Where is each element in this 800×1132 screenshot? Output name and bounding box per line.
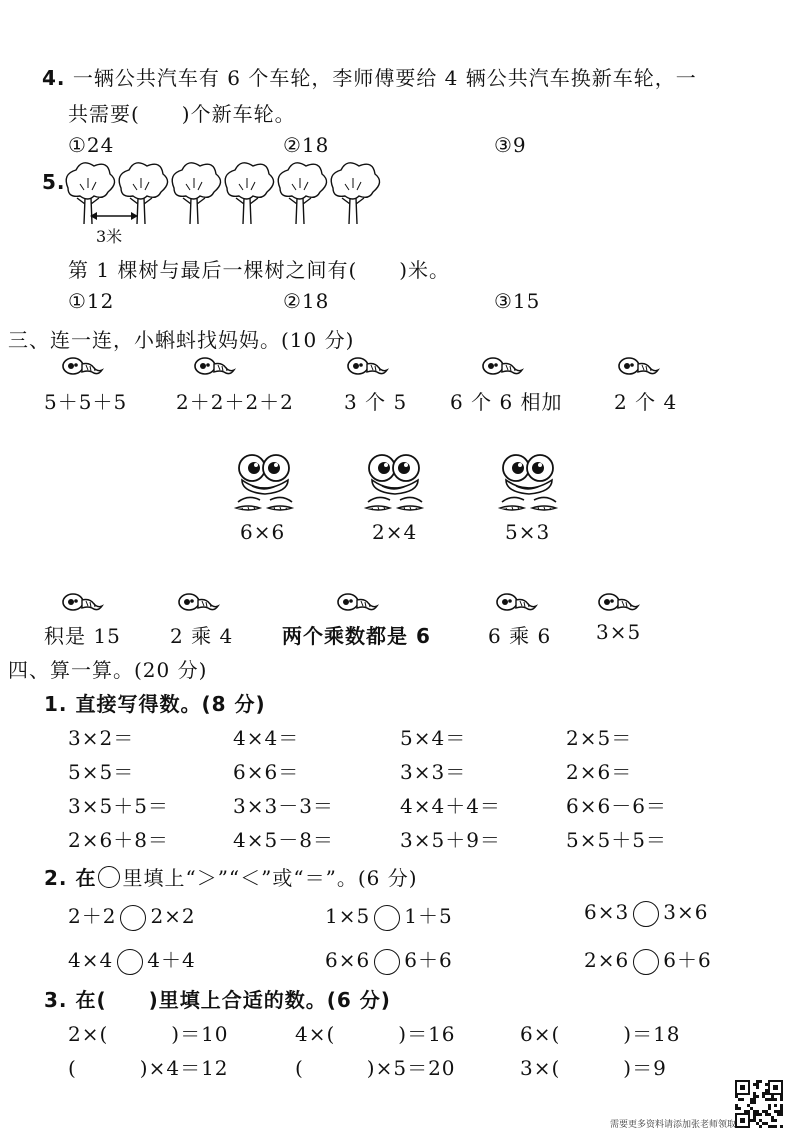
tadpole-icon-top-4 (480, 352, 524, 382)
calc-item-r1c4: 2×5＝ (566, 726, 633, 750)
frog-icon-1 (232, 452, 298, 514)
tadpole-icon-bottom-5 (596, 588, 640, 618)
calc-item-r4c4: 5×5＋5＝ (566, 828, 667, 852)
calc-item-r3c1: 3×5＋5＝ (68, 794, 169, 818)
answer-circle[interactable] (374, 949, 400, 975)
calc-item-r2c1: 5×5＝ (68, 760, 135, 784)
calc-item-r2c2: 6×6＝ (233, 760, 300, 784)
answer-circle[interactable] (633, 949, 659, 975)
answer-circle[interactable] (374, 905, 400, 931)
compare-right: 6＋6 (404, 948, 453, 972)
part-1-title (44, 688, 266, 717)
compare-left: 2×6 (584, 948, 630, 972)
q4-option-2: ②18 (283, 133, 330, 157)
compare-right: 2×2 (150, 904, 196, 928)
calc-item-r1c2: 4×4＝ (233, 726, 300, 750)
compare-item-r2c1 (68, 944, 196, 975)
qr-code-icon (735, 1080, 783, 1128)
tadpole-icon-bottom-4 (494, 588, 538, 618)
compare-left: 6×3 (584, 900, 630, 924)
tadpole-icon-top-5 (616, 352, 660, 382)
q4-stem-line2: 共需要( )个新车轮。 (68, 102, 296, 126)
calc-item-r2c3: 3×3＝ (400, 760, 467, 784)
tree-icon (331, 163, 379, 224)
tadpole-icon-top-1 (60, 352, 104, 382)
frog-label-2: 2×4 (372, 520, 418, 544)
q4-stem-line1: 一辆公共汽车有 6 个车轮，李师傅要给 4 辆公共汽车换新车轮，一 (72, 66, 697, 90)
compare-right: 1＋5 (404, 904, 453, 928)
calc-item-r3c3: 4×4＋4＝ (400, 794, 501, 818)
part-2-title-a: 2. 在 (44, 866, 97, 890)
fill-blank-r1c2: 4×( )＝16 (295, 1022, 456, 1046)
bottom-label-1: 积是 15 (44, 624, 121, 648)
bottom-label-3: 两个乘数都是 6 (282, 624, 431, 648)
tree-icon (172, 163, 220, 224)
part-3-title-text: 3. 在( )里填上合适的数。(6 分) (44, 988, 391, 1012)
q5-question: 第 1 棵树与最后一棵树之间有( )米。 (68, 258, 451, 282)
top-label-5: 2 个 4 (614, 390, 678, 414)
tadpole-icon-bottom-1 (60, 588, 104, 618)
compare-right: 6＋6 (663, 948, 712, 972)
compare-item-r2c3 (584, 944, 712, 975)
q5-option-3: ③15 (494, 289, 541, 313)
tadpole-icon-bottom-2 (176, 588, 220, 618)
frog-label-1: 6×6 (240, 520, 286, 544)
fill-blank-r2c1: ( )×4＝12 (68, 1056, 229, 1080)
tree-icon (278, 163, 326, 224)
calc-item-r3c4: 6×6－6＝ (566, 794, 667, 818)
frog-icon-3 (496, 452, 562, 514)
q5-option-2: ②18 (283, 289, 330, 313)
compare-item-r1c2 (325, 900, 453, 931)
fill-blank-r2c2: ( )×5＝20 (295, 1056, 456, 1080)
distance-label: 3米 (96, 227, 123, 246)
compare-right: 3×6 (663, 900, 709, 924)
tadpole-icon-top-2 (192, 352, 236, 382)
q4-number: 4. (42, 66, 66, 90)
section-3-title: 三、连一连，小蝌蚪找妈妈。(10 分) (8, 328, 355, 352)
compare-left: 2＋2 (68, 904, 117, 928)
tadpole-icon-bottom-3 (335, 588, 379, 618)
top-label-2: 2＋2＋2＋2 (176, 390, 294, 414)
q5-option-1: ①12 (68, 289, 115, 313)
calc-item-r3c2: 3×3－3＝ (233, 794, 334, 818)
distance-arrow-icon (90, 210, 140, 222)
top-label-3: 3 个 5 (344, 390, 408, 414)
compare-circle-icon (98, 866, 120, 888)
bottom-label-5: 3×5 (596, 620, 642, 644)
answer-circle[interactable] (120, 905, 146, 931)
bottom-label-2: 2 乘 4 (170, 624, 234, 648)
top-label-1: 5＋5＋5 (44, 390, 128, 414)
calc-item-r1c1: 3×2＝ (68, 726, 135, 750)
section-4-title: 四、算一算。(20 分) (8, 658, 208, 682)
calc-item-r1c3: 5×4＝ (400, 726, 467, 750)
calc-item-r4c1: 2×6＋8＝ (68, 828, 169, 852)
compare-right: 4＋4 (147, 948, 196, 972)
q5-number: 5. (42, 170, 66, 194)
bottom-label-4: 6 乘 6 (488, 624, 552, 648)
compare-item-r1c1 (68, 900, 196, 931)
compare-item-r1c3 (584, 900, 708, 927)
tree-icon (225, 163, 273, 224)
q4-option-1: ①24 (68, 133, 115, 157)
answer-circle[interactable] (117, 949, 143, 975)
calc-item-r2c4: 2×6＝ (566, 760, 633, 784)
compare-left: 6×6 (325, 948, 371, 972)
compare-left: 4×4 (68, 948, 114, 972)
tadpole-icon-top-3 (345, 352, 389, 382)
fill-blank-r1c3: 6×( )＝18 (520, 1022, 681, 1046)
frog-label-3: 5×3 (505, 520, 551, 544)
q4-option-3: ③9 (494, 133, 527, 157)
frog-icon-2 (362, 452, 428, 514)
part-2-title (44, 862, 418, 891)
calc-item-r4c2: 4×5－8＝ (233, 828, 334, 852)
compare-left: 1×5 (325, 904, 371, 928)
fill-blank-r1c1: 2×( )＝10 (68, 1022, 229, 1046)
part-1-title-text: 1. 直接写得数。(8 分) (44, 692, 266, 716)
compare-item-r2c2 (325, 944, 453, 975)
answer-circle[interactable] (633, 901, 659, 927)
fill-blank-r2c3: 3×( )＝9 (520, 1056, 667, 1080)
footer-note: 需要更多资料请添加张老师领取 (610, 1120, 737, 1130)
calc-item-r4c3: 3×5＋9＝ (400, 828, 501, 852)
top-label-4: 6 个 6 相加 (450, 390, 563, 414)
part-3-title (44, 984, 391, 1013)
part-2-title-b: 里填上“＞”“＜”或“＝”。(6 分) (122, 866, 418, 890)
q4-text-line1 (42, 62, 697, 91)
